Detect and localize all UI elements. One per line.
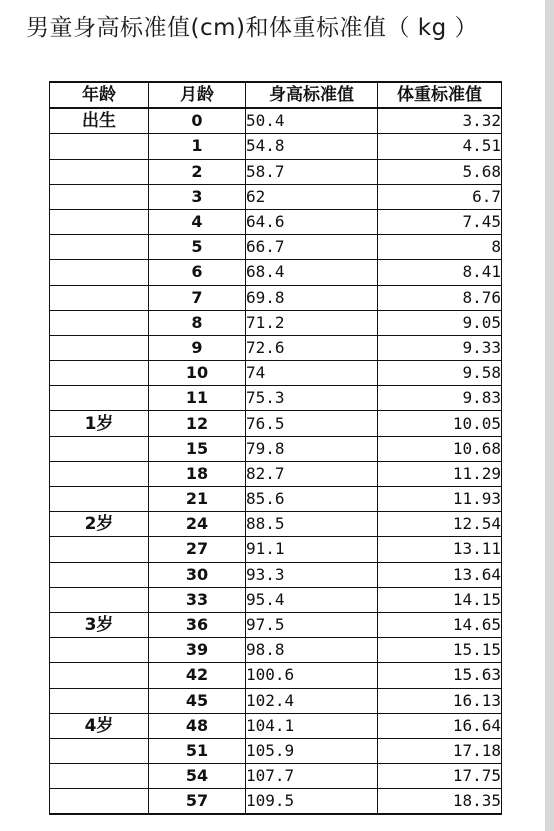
table-row (50, 638, 502, 663)
age-cell (50, 310, 149, 335)
weight-cell: 10.68 (378, 436, 502, 461)
weight-cell: 15.15 (378, 638, 502, 663)
weight-cell: 11.29 (378, 461, 502, 486)
age-cell: 1岁 (50, 411, 149, 436)
weight-cell: 4.51 (378, 134, 502, 159)
weight-cell: 13.64 (378, 562, 502, 587)
age-cell (50, 361, 149, 386)
height-cell: 107.7 (246, 764, 378, 789)
age-cell (50, 184, 149, 209)
age-cell (50, 537, 149, 562)
age-cell (50, 688, 149, 713)
age-cell (50, 436, 149, 461)
table-row (50, 209, 502, 234)
table-row (50, 411, 502, 436)
height-cell: 91.1 (246, 537, 378, 562)
age-cell (50, 209, 149, 234)
table-row (50, 159, 502, 184)
month-cell: 5 (149, 235, 246, 260)
table-row (50, 235, 502, 260)
age-cell (50, 386, 149, 411)
age-cell (50, 235, 149, 260)
month-cell: 33 (149, 587, 246, 612)
height-cell: 104.1 (246, 713, 378, 738)
age-cell (50, 159, 149, 184)
age-cell: 出生 (50, 108, 149, 134)
month-cell: 18 (149, 461, 246, 486)
weight-cell: 8.41 (378, 260, 502, 285)
month-cell: 7 (149, 285, 246, 310)
table-header-row (50, 82, 502, 108)
weight-cell: 8.76 (378, 285, 502, 310)
table-row (50, 260, 502, 285)
table-row (50, 688, 502, 713)
month-cell: 27 (149, 537, 246, 562)
header-weight: 体重标准值 (378, 82, 502, 108)
height-cell: 102.4 (246, 688, 378, 713)
month-cell: 9 (149, 335, 246, 360)
table-row (50, 738, 502, 763)
height-cell: 85.6 (246, 487, 378, 512)
weight-cell: 5.68 (378, 159, 502, 184)
age-cell (50, 134, 149, 159)
weight-cell: 10.05 (378, 411, 502, 436)
month-cell: 3 (149, 184, 246, 209)
month-cell: 15 (149, 436, 246, 461)
weight-cell: 8 (378, 235, 502, 260)
table-row (50, 789, 502, 815)
weight-cell: 16.13 (378, 688, 502, 713)
weight-cell: 15.63 (378, 663, 502, 688)
table-row (50, 108, 502, 134)
weight-cell: 17.18 (378, 738, 502, 763)
table-row (50, 134, 502, 159)
weight-cell: 12.54 (378, 512, 502, 537)
weight-cell: 17.75 (378, 764, 502, 789)
weight-cell: 9.05 (378, 310, 502, 335)
weight-cell: 9.33 (378, 335, 502, 360)
month-cell: 0 (149, 108, 246, 134)
month-cell: 30 (149, 562, 246, 587)
table-row (50, 487, 502, 512)
table-row (50, 436, 502, 461)
height-cell: 74 (246, 361, 378, 386)
table-row (50, 537, 502, 562)
age-cell (50, 587, 149, 612)
age-cell (50, 562, 149, 587)
table-row (50, 764, 502, 789)
weight-cell: 18.35 (378, 789, 502, 815)
weight-cell: 16.64 (378, 713, 502, 738)
age-cell (50, 335, 149, 360)
month-cell: 51 (149, 738, 246, 763)
height-cell: 76.5 (246, 411, 378, 436)
height-cell: 82.7 (246, 461, 378, 486)
month-cell: 48 (149, 713, 246, 738)
height-cell: 109.5 (246, 789, 378, 815)
age-cell (50, 260, 149, 285)
table-row (50, 184, 502, 209)
month-cell: 4 (149, 209, 246, 234)
month-cell: 8 (149, 310, 246, 335)
weight-cell: 11.93 (378, 487, 502, 512)
age-cell: 3岁 (50, 612, 149, 637)
height-cell: 62 (246, 184, 378, 209)
table-row (50, 461, 502, 486)
header-age: 年龄 (50, 82, 149, 108)
height-cell: 75.3 (246, 386, 378, 411)
weight-cell: 6.7 (378, 184, 502, 209)
height-cell: 66.7 (246, 235, 378, 260)
month-cell: 1 (149, 134, 246, 159)
month-cell: 2 (149, 159, 246, 184)
month-cell: 6 (149, 260, 246, 285)
height-cell: 64.6 (246, 209, 378, 234)
age-cell (50, 638, 149, 663)
height-cell: 98.8 (246, 638, 378, 663)
table-body (50, 108, 502, 814)
month-cell: 12 (149, 411, 246, 436)
age-cell: 2岁 (50, 512, 149, 537)
age-cell (50, 285, 149, 310)
height-cell: 58.7 (246, 159, 378, 184)
height-cell: 71.2 (246, 310, 378, 335)
table-row (50, 663, 502, 688)
age-cell (50, 764, 149, 789)
month-cell: 45 (149, 688, 246, 713)
table-row (50, 335, 502, 360)
weight-cell: 13.11 (378, 537, 502, 562)
month-cell: 11 (149, 386, 246, 411)
height-cell: 97.5 (246, 612, 378, 637)
height-cell: 72.6 (246, 335, 378, 360)
table-row (50, 386, 502, 411)
weight-cell: 9.83 (378, 386, 502, 411)
age-cell (50, 738, 149, 763)
month-cell: 57 (149, 789, 246, 815)
weight-cell: 7.45 (378, 209, 502, 234)
weight-cell: 14.65 (378, 612, 502, 637)
age-cell (50, 461, 149, 486)
age-cell: 4岁 (50, 713, 149, 738)
table-row (50, 612, 502, 637)
page-title: 男童身高标准值(cm)和体重标准值（ kg ） (26, 15, 479, 41)
height-cell: 68.4 (246, 260, 378, 285)
age-cell (50, 663, 149, 688)
height-cell: 54.8 (246, 134, 378, 159)
height-cell: 50.4 (246, 108, 378, 134)
height-cell: 79.8 (246, 436, 378, 461)
table-row (50, 562, 502, 587)
age-cell (50, 789, 149, 815)
height-cell: 105.9 (246, 738, 378, 763)
age-cell (50, 487, 149, 512)
month-cell: 39 (149, 638, 246, 663)
month-cell: 42 (149, 663, 246, 688)
table-row (50, 713, 502, 738)
table-row (50, 285, 502, 310)
month-cell: 54 (149, 764, 246, 789)
table-row (50, 310, 502, 335)
weight-cell: 3.32 (378, 108, 502, 134)
height-cell: 88.5 (246, 512, 378, 537)
header-height: 身高标准值 (246, 82, 378, 108)
page-edge-strip (545, 0, 554, 831)
month-cell: 10 (149, 361, 246, 386)
month-cell: 24 (149, 512, 246, 537)
weight-cell: 9.58 (378, 361, 502, 386)
growth-standards-table (49, 81, 502, 815)
table-row (50, 587, 502, 612)
month-cell: 36 (149, 612, 246, 637)
header-month: 月龄 (149, 82, 246, 108)
height-cell: 95.4 (246, 587, 378, 612)
month-cell: 21 (149, 487, 246, 512)
height-cell: 93.3 (246, 562, 378, 587)
height-cell: 69.8 (246, 285, 378, 310)
table-row (50, 361, 502, 386)
table-row (50, 512, 502, 537)
weight-cell: 14.15 (378, 587, 502, 612)
height-cell: 100.6 (246, 663, 378, 688)
